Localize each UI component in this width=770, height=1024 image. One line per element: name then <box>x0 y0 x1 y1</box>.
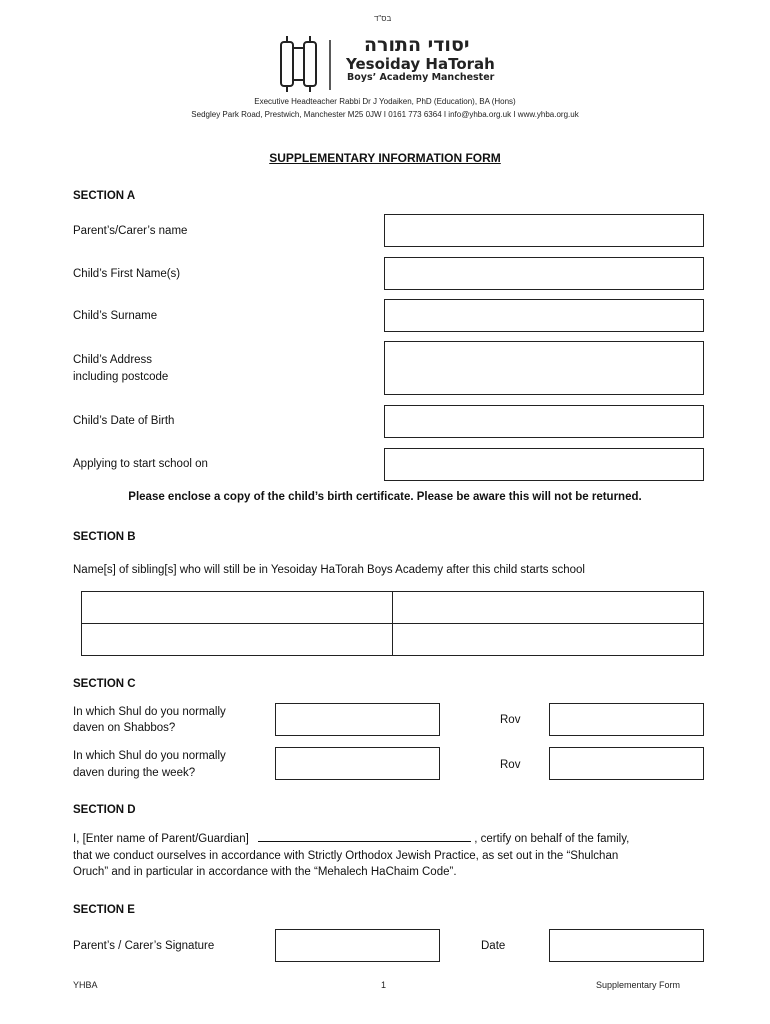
child-dob-field[interactable] <box>384 405 704 438</box>
school-subtitle: Boys’ Academy Manchester <box>347 72 495 83</box>
certification-line-2: that we conduct ourselves in accordance with Strictly Orthodox Jewish Practice, as set out in the “Shulchan <box>73 850 619 862</box>
address-line: Sedgley Park Road, Prestwich, Manchester M25 0JW I 0161 773 6364 I info@yhba.org.uk I www.yhba.org.uk <box>191 110 579 119</box>
child-surname-field[interactable] <box>384 299 704 332</box>
section-d-heading: SECTION D <box>73 804 136 816</box>
table-row <box>82 624 704 656</box>
guardian-name-line[interactable] <box>258 831 471 842</box>
child-surname-label: Child’s Surname <box>73 310 158 322</box>
section-b-heading: SECTION B <box>73 531 136 543</box>
shabbos-rov-field[interactable] <box>549 703 704 736</box>
sibling-cell[interactable] <box>393 592 704 624</box>
page-number: 1 <box>381 980 387 990</box>
weekday-shul-field[interactable] <box>275 747 440 780</box>
child-address-label-postcode: including postcode <box>73 371 169 383</box>
signature-label: Parent’s / Carer’s Signature <box>73 940 215 952</box>
weekday-rov-field[interactable] <box>549 747 704 780</box>
weekday-rov-label: Rov <box>500 759 521 771</box>
child-dob-label: Child’s Date of Birth <box>73 415 175 427</box>
date-field[interactable] <box>549 929 704 962</box>
footer-right: Supplementary Form <box>596 980 681 990</box>
start-date-label: Applying to start school on <box>73 458 208 470</box>
weekday-shul-label: In which Shul do you normally <box>73 750 226 762</box>
sibling-cell[interactable] <box>393 624 704 656</box>
shabbos-shul-label-2: daven on Shabbos? <box>73 722 176 734</box>
section-a-heading: SECTION A <box>73 190 136 202</box>
shabbos-rov-label: Rov <box>500 714 521 726</box>
hebrew-school-name: יסודי התורה <box>364 34 470 56</box>
certification-line-1 <box>73 831 713 848</box>
bsd-mark: בס"ד <box>374 14 392 23</box>
parent-name-label: Parent’s/Carer’s name <box>73 225 188 237</box>
parent-name-field[interactable] <box>384 214 704 247</box>
certification-text-after: , certify on behalf of the family, <box>474 833 630 845</box>
section-c-heading: SECTION C <box>73 678 136 690</box>
torah-scroll-logo-icon <box>278 34 338 94</box>
date-label: Date <box>481 940 506 952</box>
certification-text-before: I, [Enter name of Parent/Guardian] <box>73 833 249 845</box>
shabbos-shul-label: In which Shul do you normally <box>73 706 226 718</box>
child-address-field[interactable] <box>384 341 704 395</box>
sibling-cell[interactable] <box>82 624 393 656</box>
start-date-field[interactable] <box>384 448 704 481</box>
weekday-shul-label-2: daven during the week? <box>73 767 196 779</box>
form-title: SUPPLEMENTARY INFORMATION FORM <box>269 151 501 165</box>
table-row <box>82 592 704 624</box>
signature-field[interactable] <box>275 929 440 962</box>
section-e-heading: SECTION E <box>73 904 135 916</box>
child-first-name-field[interactable] <box>384 257 704 290</box>
certification-line-3: Oruch” and in particular in accordance with the “Mehalech HaChaim Code”. <box>73 866 457 878</box>
footer-left: YHBA <box>73 980 98 990</box>
siblings-table <box>81 591 704 656</box>
school-name: Yesoiday HaTorah <box>346 55 495 73</box>
siblings-prompt: Name[s] of sibling[s] who will still be in Yesoiday HaTorah Boys Academy after this child starts school <box>73 564 585 576</box>
child-address-label: Child’s Address <box>73 354 153 366</box>
birth-certificate-note: Please enclose a copy of the child’s birth certificate. Please be aware this will not be returned. <box>128 491 642 503</box>
sibling-cell[interactable] <box>82 592 393 624</box>
headteacher-line: Executive Headteacher Rabbi Dr J Yodaiken, PhD (Education), BA (Hons) <box>254 97 516 106</box>
child-first-name-label: Child’s First Name(s) <box>73 268 181 280</box>
shabbos-shul-field[interactable] <box>275 703 440 736</box>
